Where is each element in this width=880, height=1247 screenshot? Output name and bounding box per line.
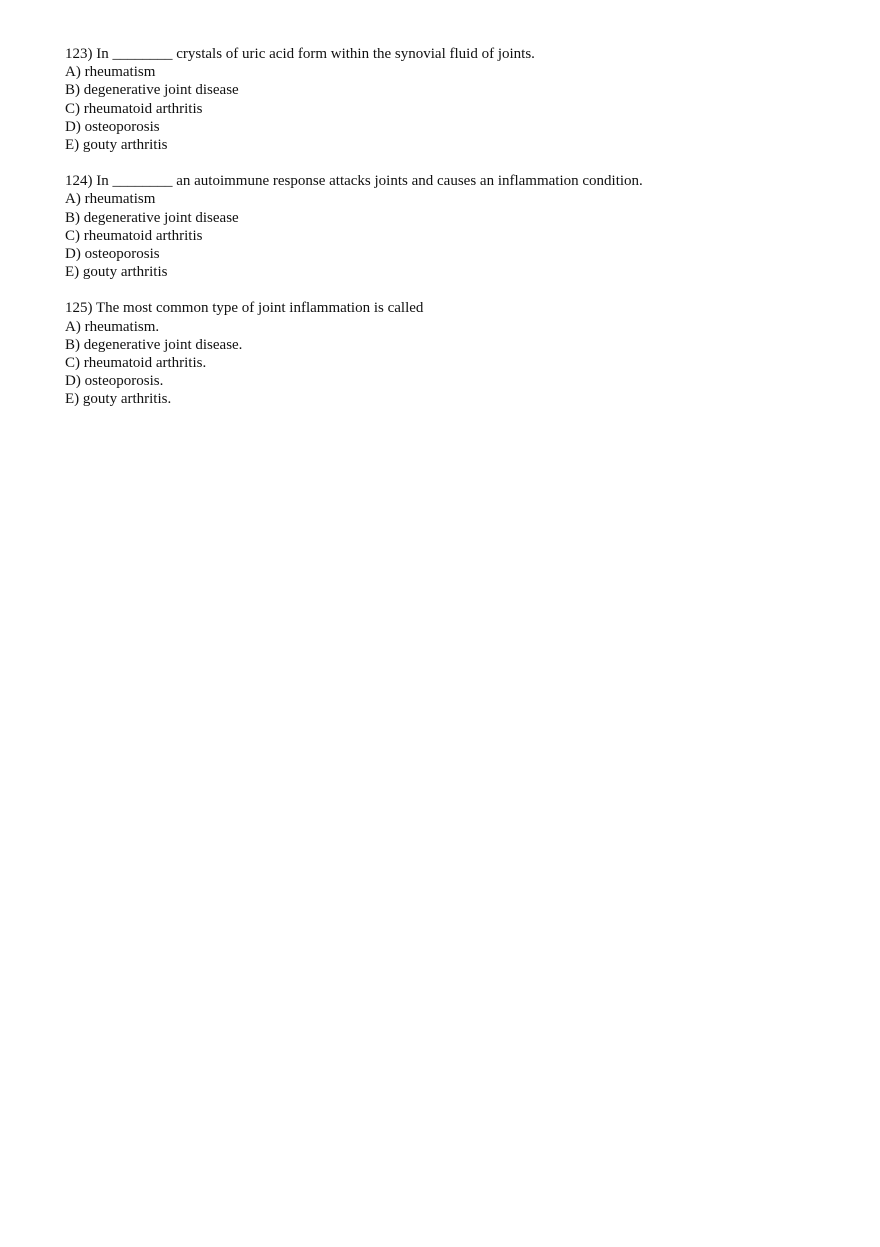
option-d: D) osteoporosis. bbox=[65, 373, 164, 390]
option-a: A) rheumatism bbox=[65, 64, 156, 81]
option-d: D) osteoporosis bbox=[65, 246, 160, 263]
question-124 bbox=[65, 172, 845, 281]
option-b: B) degenerative joint disease bbox=[65, 82, 239, 99]
option-e: E) gouty arthritis bbox=[65, 137, 168, 154]
option-c: C) rheumatoid arthritis bbox=[65, 100, 203, 117]
option-d: D) osteoporosis bbox=[65, 118, 160, 135]
question-125 bbox=[65, 299, 845, 408]
option-e: E) gouty arthritis bbox=[65, 264, 168, 281]
question-123 bbox=[65, 45, 845, 154]
question-stem: 124) In ________ an autoimmune response attacks joints and causes an inflammation condition. bbox=[65, 173, 643, 190]
option-c: C) rheumatoid arthritis. bbox=[65, 355, 207, 372]
question-stem: 125) The most common type of joint inflammation is called bbox=[65, 300, 424, 317]
option-a: A) rheumatism. bbox=[65, 318, 160, 335]
question-stem: 123) In ________ crystals of uric acid form within the synovial fluid of joints. bbox=[65, 46, 535, 62]
question-list bbox=[65, 45, 845, 427]
option-e: E) gouty arthritis. bbox=[65, 391, 172, 408]
option-c: C) rheumatoid arthritis bbox=[65, 227, 203, 244]
option-a: A) rheumatism bbox=[65, 191, 156, 208]
option-b: B) degenerative joint disease bbox=[65, 209, 239, 226]
option-b: B) degenerative joint disease. bbox=[65, 336, 243, 353]
